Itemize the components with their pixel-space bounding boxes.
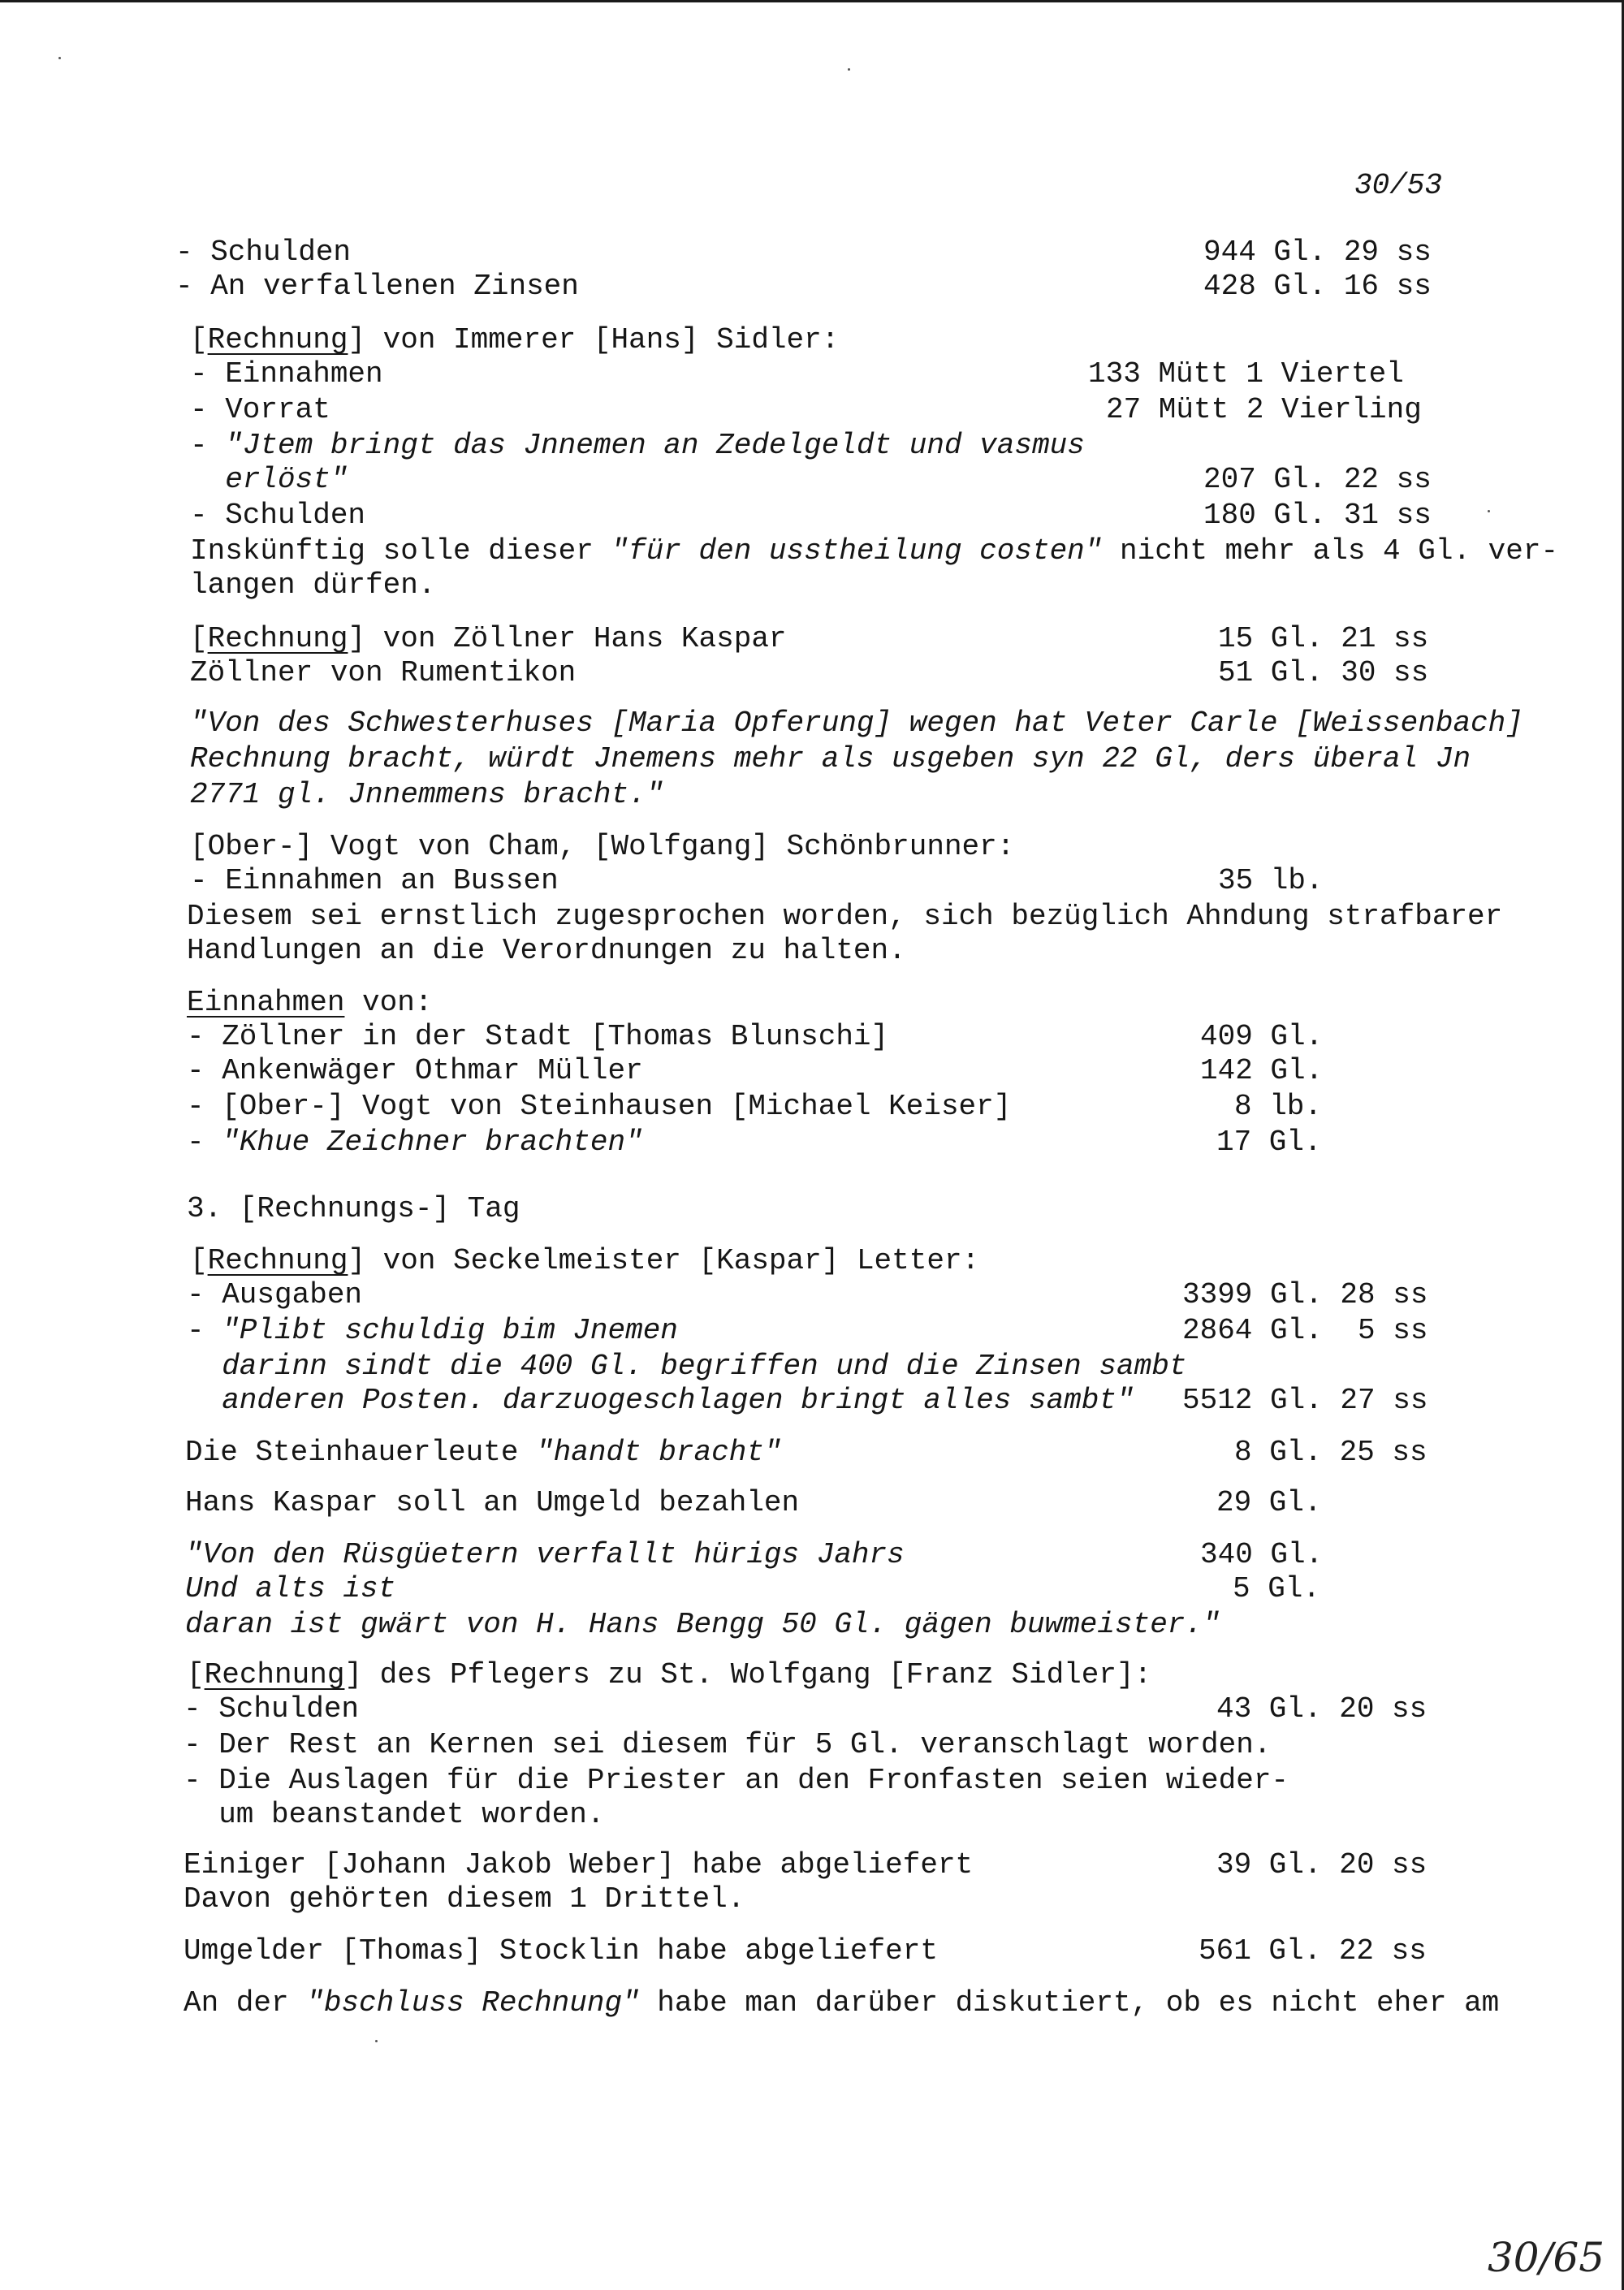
text-line: - Vorrat [190,393,330,426]
text-line: 409 Gl. [1200,1020,1324,1053]
text-span: "Khue Zeichner brachten" [222,1126,643,1159]
text-line: 2864 Gl. 5 ss [1182,1314,1428,1347]
text-line: 8 lb. [1234,1090,1323,1123]
text-span: Einnahmen [187,986,345,1019]
text-span: nicht mehr als 4 Gl. ver- [1102,534,1559,568]
text-line [190,1244,979,1278]
text-span: "Jtem bringt das Jnnemen an Zedelgeldt und vasmus [225,429,1085,462]
text-span: habe man darüber diskutiert, ob es nicht eher am [639,1986,1500,2020]
scan-speck [375,2040,378,2042]
text-span: Inskünftig solle dieser [190,534,611,568]
text-line: "Von den Rüsgüetern verfallt hürigs Jahrs [185,1538,905,1571]
text-line: 39 Gl. 20 ss [1216,1848,1427,1882]
text-span: - [190,429,226,462]
text-span: "handt bracht" [536,1436,782,1469]
text-span: "Plibt schuldig bim Jnemen [222,1314,678,1347]
text-line: 428 Gl. 16 ss [1203,270,1432,303]
text-span: ] des Pflegers zu St. Wolfgang [Franz Sidler]: [344,1658,1152,1692]
text-line: Zöllner von Rumentikon [190,656,577,689]
text-line [187,1658,1151,1692]
text-line [185,1436,782,1470]
text-line: 8 Gl. 25 ss [1234,1436,1427,1469]
text-line: 17 Gl. [1216,1126,1322,1159]
text-span: [ [187,1658,205,1692]
handwritten-page-number: 30/65 [1488,2234,1605,2281]
text-line: 43 Gl. 20 ss [1216,1692,1427,1726]
text-line: - Zöllner in der Stadt [Thomas Blunschi] [187,1020,889,1053]
scan-edge-top [0,0,1624,2]
text-line: 142 Gl. [1200,1054,1324,1087]
text-line: 207 Gl. 22 ss [1203,463,1432,496]
text-line: Handlungen an die Verordnungen zu halten. [187,934,906,967]
text-span: "bschluss Rechnung" [306,1986,640,2020]
text-span: Rechnung [207,323,348,356]
text-line: - [Ober-] Vogt von Steinhausen [Michael Keiser] [187,1090,1012,1123]
text-line: - Einnahmen [190,357,383,391]
text-line [190,323,839,357]
scan-speck [1488,510,1490,512]
text-line: - Schulden [175,235,352,269]
text-span: Die Steinhauerleute [185,1436,537,1469]
text-line: 2771 gl. Jnnemmens bracht." [190,778,664,811]
text-line: - Die Auslagen für die Priester an den Fronfasten seien wieder- [184,1764,1289,1797]
text-line: 340 Gl. [1200,1538,1324,1571]
text-line: 561 Gl. 22 ss [1199,1934,1427,1968]
text-line: 3399 Gl. 28 ss [1182,1278,1428,1311]
text-line: [Ober-] Vogt von Cham, [Wolfgang] Schönbrunner: [190,830,1015,863]
text-line: Hans Kaspar soll an Umgeld bezahlen [185,1486,800,1519]
text-span: - [187,1126,222,1159]
text-span: Rechnung [207,622,348,655]
text-line [187,986,432,1020]
text-line: Und alts ist [185,1572,396,1605]
scan-speck [58,57,61,59]
text-line: 51 Gl. 30 ss [1218,656,1429,689]
text-line [190,622,787,656]
text-line: Diesem sei ernstlich zugesprochen worden, sich bezüglich Ahndung strafbarer [187,900,1503,933]
text-line: - Einnahmen an Bussen [190,864,559,897]
text-line [187,1314,678,1348]
text-line: darinn sindt die 400 Gl. begriffen und die Zinsen sambt [187,1350,1187,1383]
text-span: An der [184,1986,307,2020]
text-span: - [187,1314,222,1347]
text-span: Rechnung [204,1658,345,1692]
text-line [190,429,1085,463]
text-line: anderen Posten. darzuogeschlagen bringt alles sambt" [187,1384,1134,1417]
text-line [190,534,1558,568]
text-line: - Ankenwäger Othmar Müller [187,1054,643,1087]
text-line: - An verfallenen Zinsen [175,270,579,303]
text-line: langen dürfen. [190,568,436,602]
text-line: - Ausgaben [187,1278,363,1311]
text-line: "Von des Schwesterhuses [Maria Opferung] wegen hat Veter Carle [Weissenbach] [190,706,1523,740]
text-span: erlöst" [225,463,348,496]
text-line: 27 Mütt 2 Vierling [1106,393,1422,426]
text-span: Rechnung [207,1244,348,1277]
text-line: 15 Gl. 21 ss [1218,622,1429,655]
text-line: - Schulden [190,499,366,532]
text-line: Umgelder [Thomas] Stocklin habe abgeliefert [184,1934,938,1968]
text-span: "für den usstheilung costen" [611,534,1103,568]
text-span: ] von Seckelmeister [Kaspar] Letter: [348,1244,980,1277]
text-line: 133 Mütt 1 Viertel [1088,357,1404,391]
text-line [190,463,348,497]
text-line: daran ist gwärt von H. Hans Bengg 50 Gl. gägen buwmeister." [185,1608,1220,1641]
text-line: 35 lb. [1218,864,1324,897]
text-line: - Schulden [184,1692,360,1726]
text-span: [ [190,1244,208,1277]
text-line: 5512 Gl. 27 ss [1182,1384,1428,1417]
text-line: - Der Rest an Kernen sei diesem für 5 Gl. veranschlagt worden. [184,1728,1272,1761]
text-line [184,1986,1499,2020]
text-line: 5 Gl. [1233,1572,1321,1605]
text-line [187,1126,643,1160]
text-span: ] von Zöllner Hans Kaspar [348,622,787,655]
scan-speck [848,68,850,71]
text-span [190,463,225,496]
text-span: ] von Immerer [Hans] Sidler: [348,323,840,356]
text-span: [ [190,622,208,655]
text-span: [ [190,323,208,356]
text-line: um beanstandet worden. [184,1798,605,1831]
text-line: Rechnung bracht, würdt Jnemens mehr als usgeben syn 22 Gl, ders überal Jn [190,742,1471,776]
text-line: 29 Gl. [1216,1486,1322,1519]
text-line: Einiger [Johann Jakob Weber] habe abgeliefert [184,1848,974,1882]
text-line: 3. [Rechnungs-] Tag [187,1192,520,1225]
page-number: 30/53 [1354,169,1443,202]
text-span: von: [344,986,433,1019]
text-line: Davon gehörten diesem 1 Drittel. [184,1882,745,1916]
text-line: 944 Gl. 29 ss [1203,235,1432,269]
text-line: 180 Gl. 31 ss [1203,499,1432,532]
